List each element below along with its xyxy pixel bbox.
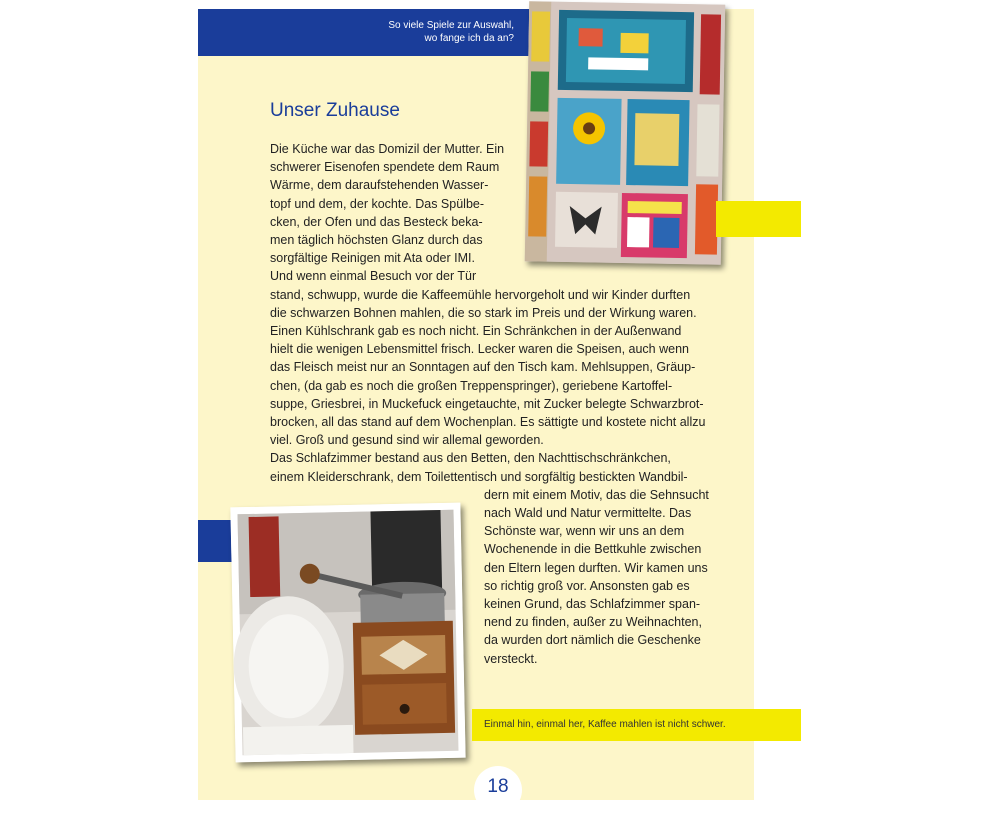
text-line: versteckt.: [484, 651, 538, 666]
text-line: schwerer Eisenofen spendete dem Raum: [270, 160, 500, 175]
text-line: das Fleisch meist nur an Sonntagen auf den Tisch kam. Mehlsuppen, Gräup-: [270, 360, 696, 375]
text-line: Wärme, dem daraufstehenden Wasser-: [270, 178, 489, 193]
section-heading: Unser Zuhause: [270, 100, 400, 121]
text-line: den Eltern legen durften. Wir kamen uns: [484, 560, 708, 575]
text-line: Schönste war, wenn wir uns an dem: [484, 524, 685, 539]
page-number: 18: [487, 776, 509, 797]
text-line: nach Wald und Natur vermittelte. Das: [484, 506, 692, 520]
board-games-image: [525, 1, 726, 264]
text-line: brocken, all das stand auf dem Wochenplan. Es sättigte und kostete nicht allzu: [270, 415, 706, 430]
coffee-grinder-photo: [230, 503, 465, 763]
text-line: suppe, Griesbrei, in Muckefuck eingetauchte, mit Zucker belegte Schwarzbrot-: [270, 396, 704, 411]
text-line: chen, (da gab es noch die großen Treppenspringer), geriebene Kartoffel-: [270, 378, 673, 393]
board-games-photo: [525, 1, 726, 264]
text-line: keinen Grund, das Schlafzimmer span-: [484, 597, 701, 612]
photo-caption-top: So viele Spiele zur Auswahl, wo fange ich da an?: [388, 20, 514, 44]
text-line: nend zu finden, außer zu Weihnachten,: [484, 615, 702, 630]
text-line: die schwarzen Bohnen mahlen, die so stark im Preis und der Wirkung waren.: [270, 305, 697, 320]
text-line: viel. Groß und gesund sind wir allemal geworden.: [270, 433, 544, 448]
text-line: stand, schwupp, wurde die Kaffeemühle hervorgeholt und wir Kinder durften: [270, 287, 691, 302]
text-line: topf und dem, der kochte. Das Spülbe-: [270, 196, 485, 211]
blue-accent-tab: [198, 520, 234, 562]
text-line: Und wenn einmal Besuch vor der Tür: [270, 269, 477, 284]
body-text-bottom: [484, 486, 709, 668]
coffee-grinder-image: [230, 503, 465, 763]
text-line: cken, der Ofen und das Besteck beka-: [270, 214, 483, 229]
text-line: so richtig groß vor. Ansonsten gab es: [484, 578, 690, 593]
body-text-middle: [270, 286, 705, 486]
text-line: sorgfältige Reinigen mit Ata oder IMI.: [270, 251, 475, 266]
text-line: Das Schlafzimmer bestand aus den Betten, den Nachttischschränkchen,: [270, 451, 671, 466]
text-line: men täglich höchsten Glanz durch das: [270, 233, 483, 248]
text-line: da wurden dort nämlich die Geschenke: [484, 633, 701, 648]
text-line: einem Kleiderschrank, dem Toilettentisch und sorgfältig bestickten Wandbil-: [270, 469, 688, 484]
text-line: hielt die wenigen Lebensmittel frisch. Lecker waren die Speisen, auch wenn: [270, 342, 689, 357]
text-line: Wochenende in die Bettkuhle zwischen: [484, 542, 702, 557]
text-line: Die Küche war das Domizil der Mutter. Ein: [270, 142, 505, 156]
text-line: dern mit einem Motiv, das die Sehnsucht: [484, 487, 709, 502]
yellow-accent-tab: [716, 201, 801, 237]
body-text-top: [270, 140, 504, 286]
photo-caption-bottom: Einmal hin, einmal her, Kaffee mahlen ist nicht schwer.: [484, 719, 726, 730]
text-line: Einen Kühlschrank gab es noch nicht. Ein Schränkchen in der Außenwand: [270, 324, 682, 338]
